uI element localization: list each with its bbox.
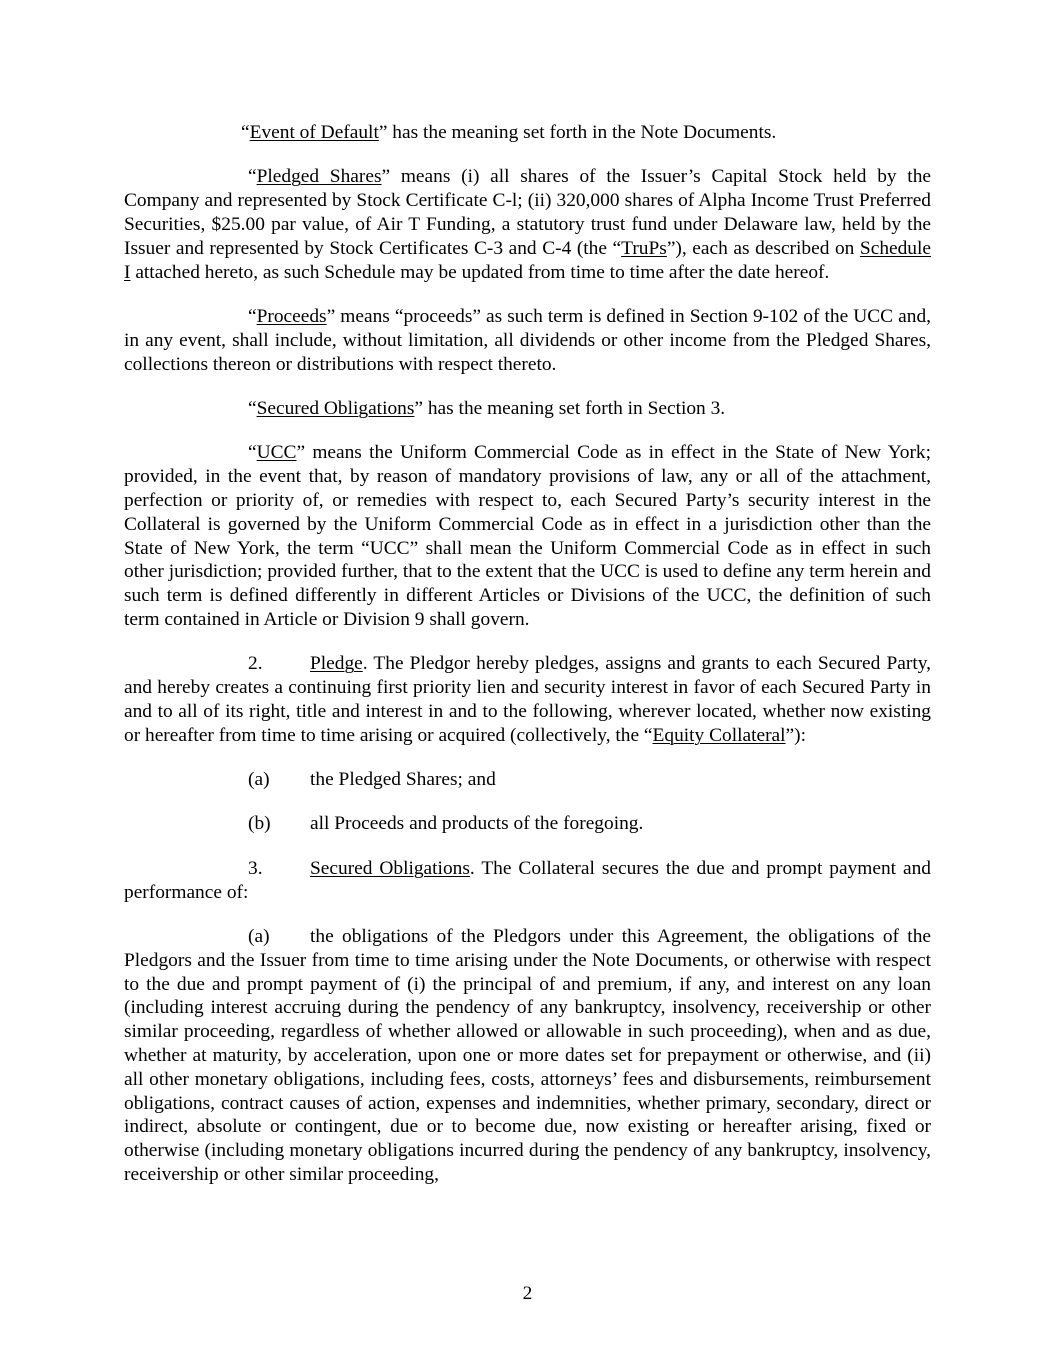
section-heading: Pledge xyxy=(310,653,363,675)
term-secured-obligations: Secured Obligations xyxy=(256,397,415,419)
page-number: 2 xyxy=(522,1283,533,1304)
section-3-secured-obligations: 3. Secured Obligations. The Collateral secures the due and prompt payment and performance of: xyxy=(124,857,931,903)
definition-event-of-default: “Event of Default” has the meaning set forth in the Note Documents. xyxy=(241,122,777,143)
term-equity-collateral: Equity Collateral xyxy=(652,724,786,746)
list-item-text: the Pledged Shares; and xyxy=(310,769,496,791)
list-item xyxy=(124,768,931,792)
section-3-item-a xyxy=(124,925,931,1187)
definition-secured-obligations: “Secured Obligations” has the meaning set forth in Section 3. xyxy=(248,397,726,419)
list-item-label: (a) xyxy=(248,926,270,948)
section-2-pledge: 2. Pledge. The Pledgor hereby pledges, assigns and grants to each Secured Party, and hereby creates a continuing first priority lien and security interest in favor of each Secured Party in and to all of its right, title and interest in and to the following, wherever located, whether now existing or hereafter from time to time arising or acquired (collectively, the “Equity Collateral”): xyxy=(124,653,931,746)
list-item xyxy=(124,812,931,836)
list-item-text: all Proceeds and products of the foregoing. xyxy=(310,813,644,835)
term-proceeds: Proceeds xyxy=(256,305,327,327)
section-number: 2. xyxy=(248,653,263,675)
section-number: 3. xyxy=(248,857,263,879)
document-page xyxy=(124,121,931,1207)
definition-pledged-shares: “Pledged Shares” means (i) all shares of the Issuer’s Capital Stock held by the Company and represented by Stock Certificate C-l; (ii) 320,000 shares of Alpha Income Trust Preferred Securities, $25.00 par value, of Air T Funding, a statutory trust fund under Delaware law, held by the Issuer and represented by Stock Certificates C-3 and C-4 (the “TruPs”), each as described on Schedule I attached hereto, as such Schedule may be updated from time to time after the date hereof. xyxy=(124,166,931,283)
schedule-reference: Schedule I xyxy=(124,237,931,283)
term-ucc: UCC xyxy=(256,442,297,464)
definition-proceeds: “Proceeds” means “proceeds” as such term is defined in Section 9-102 of the UCC and, in any event, shall include, without limitation, all dividends or other income from the Pledged Shares, collections thereon or distributions with respect thereto. xyxy=(124,305,931,375)
term-event-of-default: Event of Default xyxy=(249,122,379,143)
list-item-text: the obligations of the Pledgors under this Agreement, the obligations of the Pledgors and the Issuer from time to time arising under the Note Documents, or otherwise with respect to the due and prompt payment of (i) the principal of and premium, if any, and interest on any loan (including interest accruing during the pendency of any bankruptcy, insolvency, receivership or other similar proceeding, regardless of whether allowed or allowable in such proceeding), when and as due, whether at maturity, by acceleration, upon one or more dates set for prepayment or otherwise, and (ii) all other monetary obligations, including fees, costs, attorneys’ fees and disbursements, reimbursement obligations, contract causes of action, expenses and indemnities, whether primary, secondary, direct or indirect, absolute or contingent, due or to become due, now existing or hereafter arising, fixed or otherwise (including monetary obligations incurred during the pendency of any bankruptcy, insolvency, receivership or other similar proceeding, xyxy=(124,926,931,1186)
list-item-label: (b) xyxy=(248,813,271,835)
term-trups: TruPs xyxy=(621,237,667,259)
section-heading: Secured Obligations xyxy=(310,857,470,879)
list-item-label: (a) xyxy=(248,769,270,791)
definition-ucc: “UCC” means the Uniform Commercial Code as in effect in the State of New York; provided, in the event that, by reason of mandatory provisions of law, any or all of the attachment, perfection or priority of, or remedies with respect to, each Secured Party’s security interest in the Collateral is governed by the Uniform Commercial Code as in effect in a jurisdiction other than the State of New York, the term “UCC” shall mean the Uniform Commercial Code as in effect in such other jurisdiction; provided further, that to the extent that the UCC is used to define any term herein and such term is defined differently in different Articles or Divisions of the UCC, the definition of such term contained in Article or Division 9 shall govern. xyxy=(124,442,931,630)
term-pledged-shares: Pledged Shares xyxy=(256,166,382,188)
